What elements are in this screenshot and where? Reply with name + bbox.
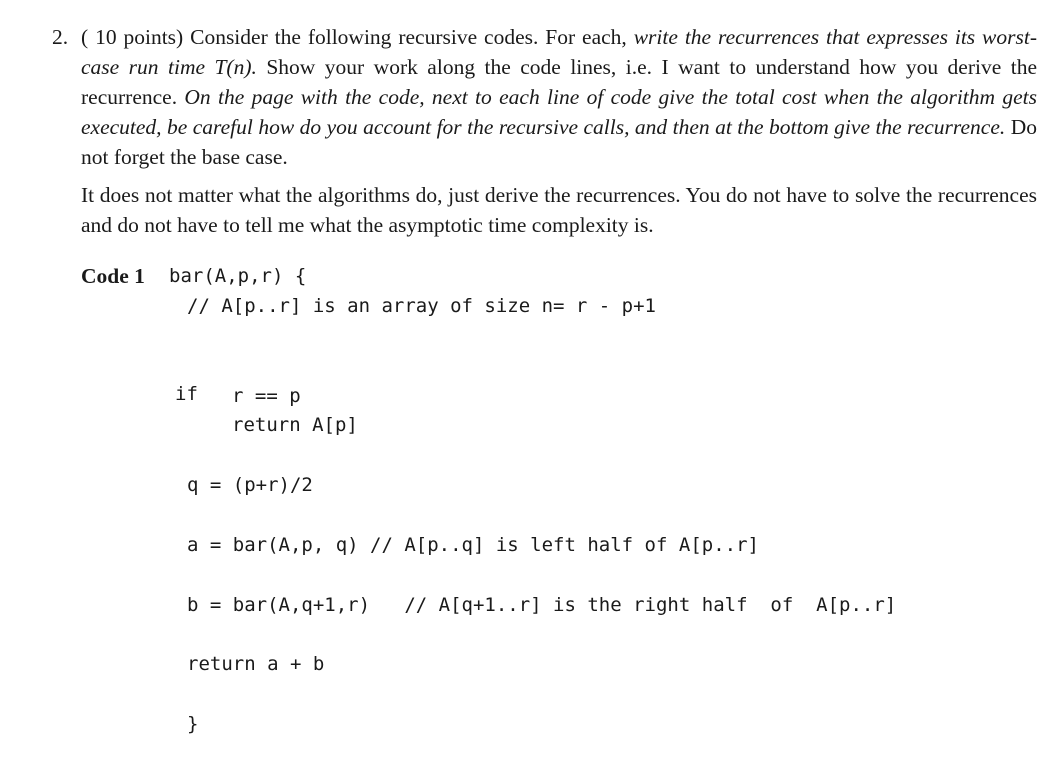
code-if-condition: r == p xyxy=(232,385,301,407)
problem-number: 2. xyxy=(52,25,69,49)
intro-points-text: ( 10 points) Consider the following recursive codes. For each, xyxy=(81,25,627,49)
code-if-keyword: if xyxy=(175,383,198,405)
code-return-sum: return a + b xyxy=(187,653,325,675)
code-block xyxy=(81,262,981,742)
code-signature: bar(A,p,r) { xyxy=(169,265,307,287)
code-line-a: a = bar(A,p, q) // A[p..q] is left half of A[p..r] xyxy=(187,534,759,556)
intro-italic-text: write the recurrences that expresses its worst-case run time T(n). xyxy=(81,25,1038,79)
problem-statement xyxy=(81,22,1037,172)
problem-note: It does not matter what the algorithms do, just derive the recurrences. You do not have to solve the recurrences and do not have to tell me what the asymptotic time complexity is. xyxy=(81,183,1037,237)
intro-rest-text: Show your work along the code lines, i.e. I want to understand how you derive the recurrence. xyxy=(81,55,1037,109)
instruction-end-text: Do not forget the base case. xyxy=(81,115,1038,169)
code-line-b: b = bar(A,q+1,r) // A[q+1..r] is the right half of A[p..r] xyxy=(187,594,897,616)
code-closing-brace: } xyxy=(187,713,199,735)
code-return-base: return A[p] xyxy=(232,414,358,436)
instruction-italic-text: On the page with the code, next to each line of code give the total cost when the algorithm gets executed, be careful how do you account for the recursive calls, and then at the bottom give the recurrence. xyxy=(81,85,1037,139)
code-comment: // A[p..r] is an array of size n= r - p+1 xyxy=(187,295,656,317)
code-line-q: q = (p+r)/2 xyxy=(187,474,313,496)
problem-2 xyxy=(52,22,1037,240)
code-label: Code 1 xyxy=(81,264,145,288)
